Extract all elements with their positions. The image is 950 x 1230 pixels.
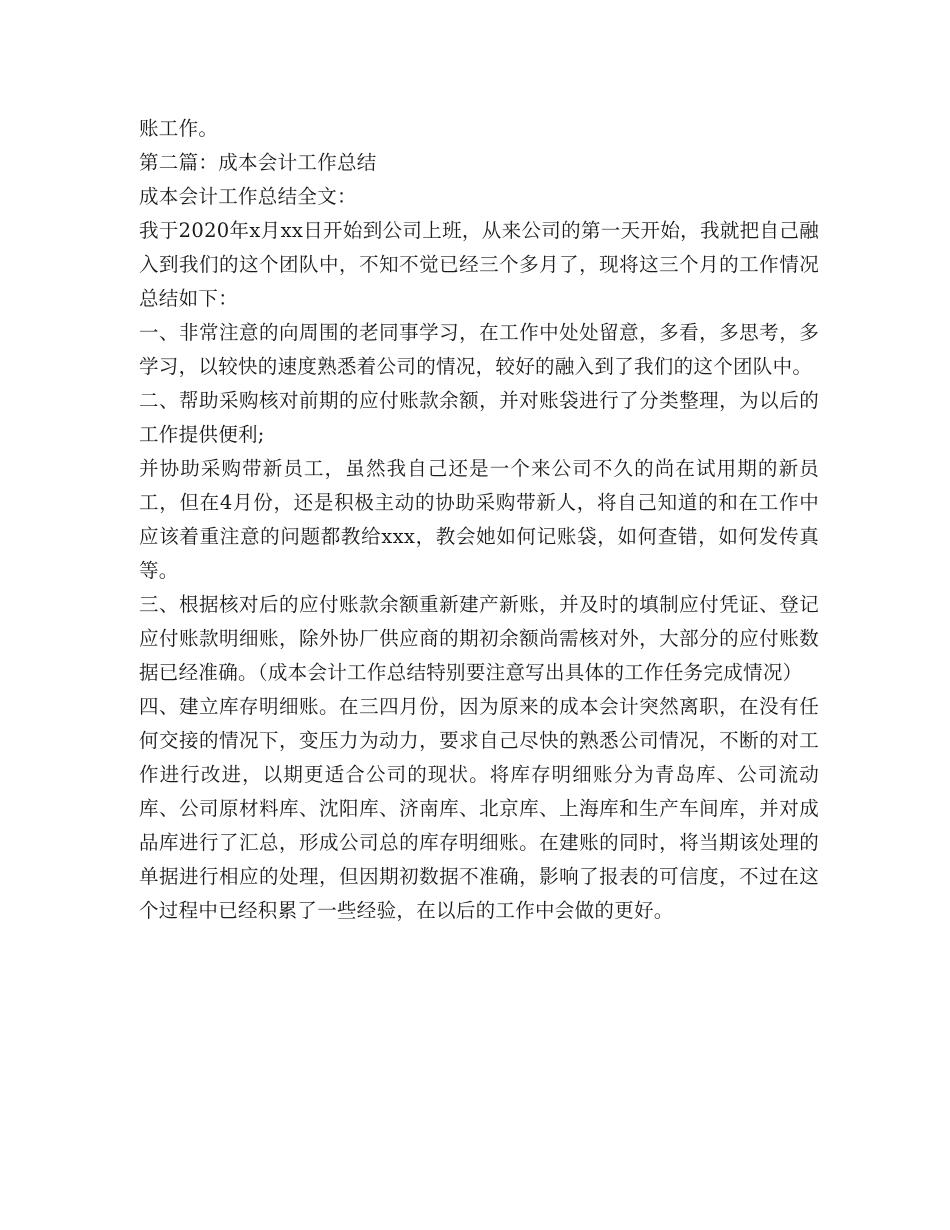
paragraph-item-3: 三、根据核对后的应付账款余额重新建产新账，并及时的填制应付凭证、登记应付账款明细账，除外协厂供应商的期初余额尚需核对外，大部分的应付账数据已经准确。（成本会计工作总结特别要注意写出具体的工作任务完成情况） [139,593,819,684]
paragraph-item-2: 二、帮助采购核对前期的应付账款余额，并对账袋进行了分类整理，为以后的工作提供便利; [139,389,819,446]
paragraph-continuation: 账工作。 [139,117,219,140]
section-subheading: 成本会计工作总结全文： [139,185,357,208]
paragraph-item-2-continued: 并协助采购带新员工，虽然我自己还是一个来公司不久的尚在试用期的新员工，但在4月份，还是积极主动的协助采购带新人，将自己知道的和在工作中应该着重注意的问题都教给xxx，教会她如何记账袋，如何查错，如何发传真等。 [139,457,819,582]
section-heading: 第二篇：成本会计工作总结 [139,151,377,174]
paragraph-item-1: 一、非常注意的向周围的老同事学习，在工作中处处留意，多看，多思考，多学习，以较快的速度熟悉着公司的情况，较好的融入到了我们的这个团队中。 [139,321,819,378]
document-body [139,112,819,928]
paragraph-item-4: 四、建立库存明细账。在三四月份，因为原来的成本会计突然离职，在没有任何交接的情况下，变压力为动力，要求自己尽快的熟悉公司情况，不断的对工作进行改进，以期更适合公司的现状。将库存明细账分为青岛库、公司流动库、公司原材料库、沈阳库、济南库、北京库、上海库和生产车间库，并对成品库进行了汇总，形成公司总的库存明细账。在建账的同时，将当期该处理的单据进行相应的处理，但因期初数据不准确，影响了报表的可信度，不过在这个过程中已经积累了一些经验，在以后的工作中会做的更好。 [139,695,819,922]
paragraph-intro: 我于2020年x月xx日开始到公司上班，从来公司的第一天开始，我就把自己融入到我们的这个团队中，不知不觉已经三个多月了，现将这三个月的工作情况总结如下： [139,219,819,310]
